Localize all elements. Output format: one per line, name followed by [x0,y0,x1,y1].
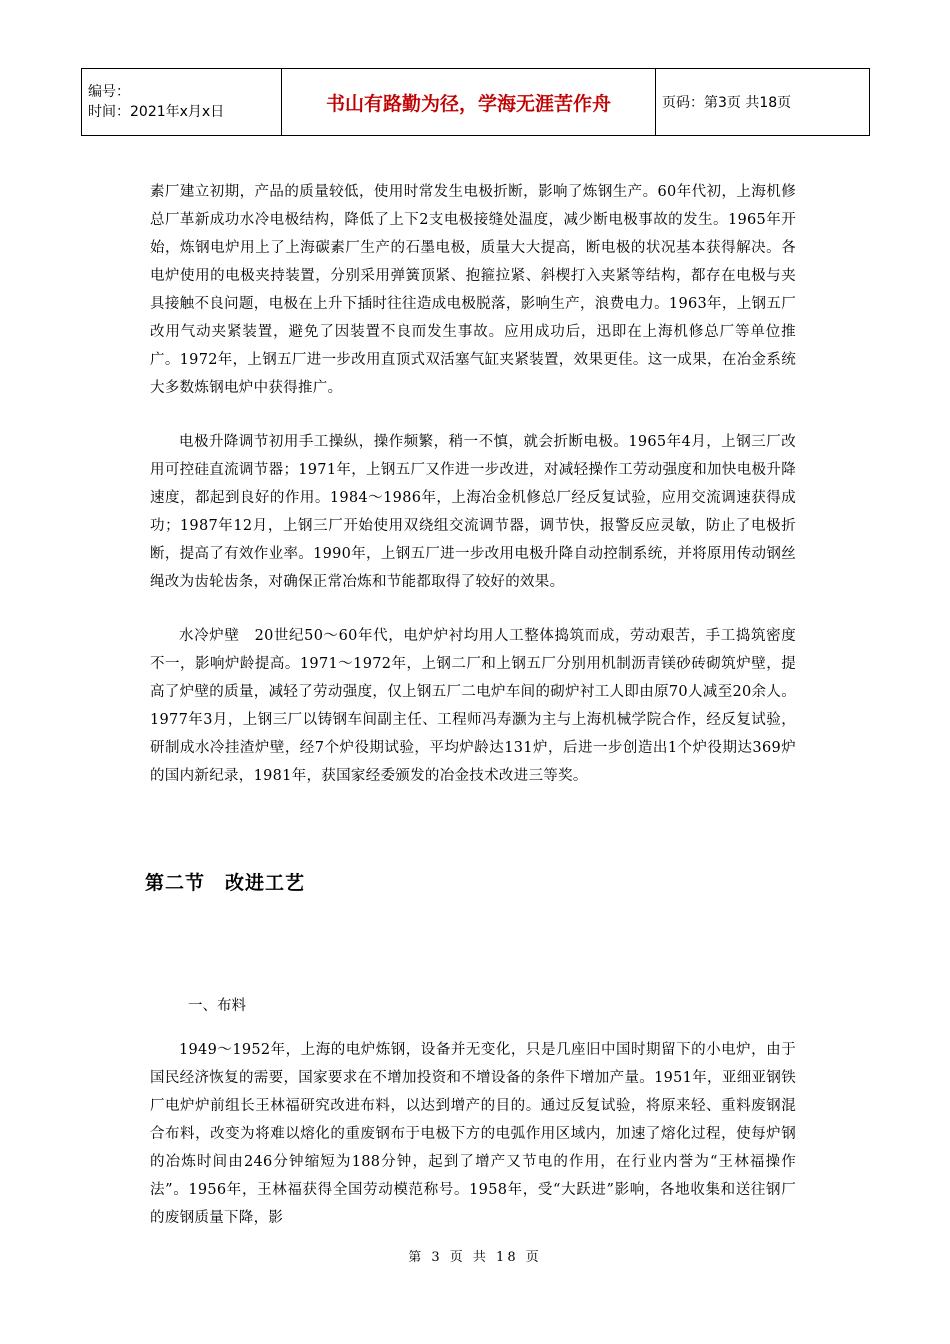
header-motto: 书山有路勤为径，学海无涯苦作舟 [282,69,656,136]
header-meta-cell [82,69,282,136]
header-page-info: 页码：第3页 共18页 [656,69,870,136]
page-footer: 第 3 页 共 18 页 [408,1250,542,1265]
body-text-bottom [150,1036,796,1232]
paragraph-4: 1949～1952年，上海的电炉炼钢，设备并无变化，只是几座旧中国时期留下的小电炉，由于国民经济恢复的需要，国家要求在不增加投资和不增设备的条件下增加产量。1951年，亚细亚钢铁厂电炉炉前组长王林福研究改进布料，以达到增产的目的。通过反复试验，将原来轻、重料废钢混合布料，改变为将难以熔化的重废钢布于电极下方的电弧作用区域内，加速了熔化过程，使每炉钢的冶炼时间由246分钟缩短为188分钟，起到了增产又节电的作用，在行业内誉为“王林福操作法”。1956年，王林福获得全国劳动模范称号。1958年，受“大跃进”影响，各地收集和送往钢厂的废钢质量下降，影 [150,1042,796,1226]
document-number-label: 编号： [88,84,130,100]
body-text-top [150,178,796,790]
paragraph-1: 素厂建立初期，产品的质量较低，使用时常发生电极折断，影响了炼钢生产。60年代初，上海机修总厂革新成功水冷电极结构，降低了上下2支电极接缝处温度，减少断电极事故的发生。1965年开始，炼钢电炉用上了上海碳素厂生产的石墨电极，质量大大提高，断电极的状况基本获得解决。各电炉使用的电极夹持装置，分别采用弹簧顶紧、抱箍拉紧、斜楔打入夹紧等结构，都存在电极与夹具接触不良问题，电极在上升下插时往往造成电极脱落，影响生产，浪费电力。1963年，上钢五厂改用气动夹紧装置，避免了因装置不良而发生事故。应用成功后，迅即在上海机修总厂等单位推广。1972年，上钢五厂进一步改用直顶式双活塞气缸夹紧装置，效果更佳。这一成果，在冶金系统大多数炼钢电炉中获得推广。 [150,184,796,396]
document-date-label: 时间：2021年x月x日 [88,104,225,120]
paragraph-2: 电极升降调节初用手工操纵，操作频繁，稍一不慎，就会折断电极。1965年4月，上钢三厂改用可控硅直流调节器；1971年，上钢五厂又作进一步改进，对减轻操作工劳动强度和加快电极升降速度，都起到良好的作用。1984～1986年，上海冶金机修总厂经反复试验，应用交流调速获得成功；1987年12月，上钢三厂开始使用双绕组交流调节器，调节快，报警反应灵敏，防止了电极折断，提高了有效作业率。1990年，上钢五厂进一步改用电极升降自动控制系统，并将原用传动钢丝绳改为齿轮齿条，对确保正常冶炼和节能都取得了较好的效果。 [150,434,796,590]
paragraph-3: 水冷炉壁 20世纪50～60年代，电炉炉衬均用人工整体捣筑而成，劳动艰苦，手工捣筑密度不一，影响炉龄提高。1971～1972年，上钢二厂和上钢五厂分别用机制沥青镁砂砖砌筑炉壁，提高了炉壁的质量，减轻了劳动强度，仅上钢五厂二电炉车间的砌炉衬工人即由原70人减至20余人。1977年3月，上钢三厂以铸钢车间副主任、工程师冯寿灏为主与上海机械学院合作，经反复试验，研制成水冷挂渣炉壁，经7个炉役期试验，平均炉龄达131炉，后进一步创造出1个炉役期达369炉的国内新纪录，1981年，获国家经委颁发的冶金技术改进三等奖。 [150,628,796,784]
header-table [81,68,870,136]
section-heading: 第二节 改进工艺 [145,872,306,894]
subsection-heading: 一、布料 [188,998,246,1014]
